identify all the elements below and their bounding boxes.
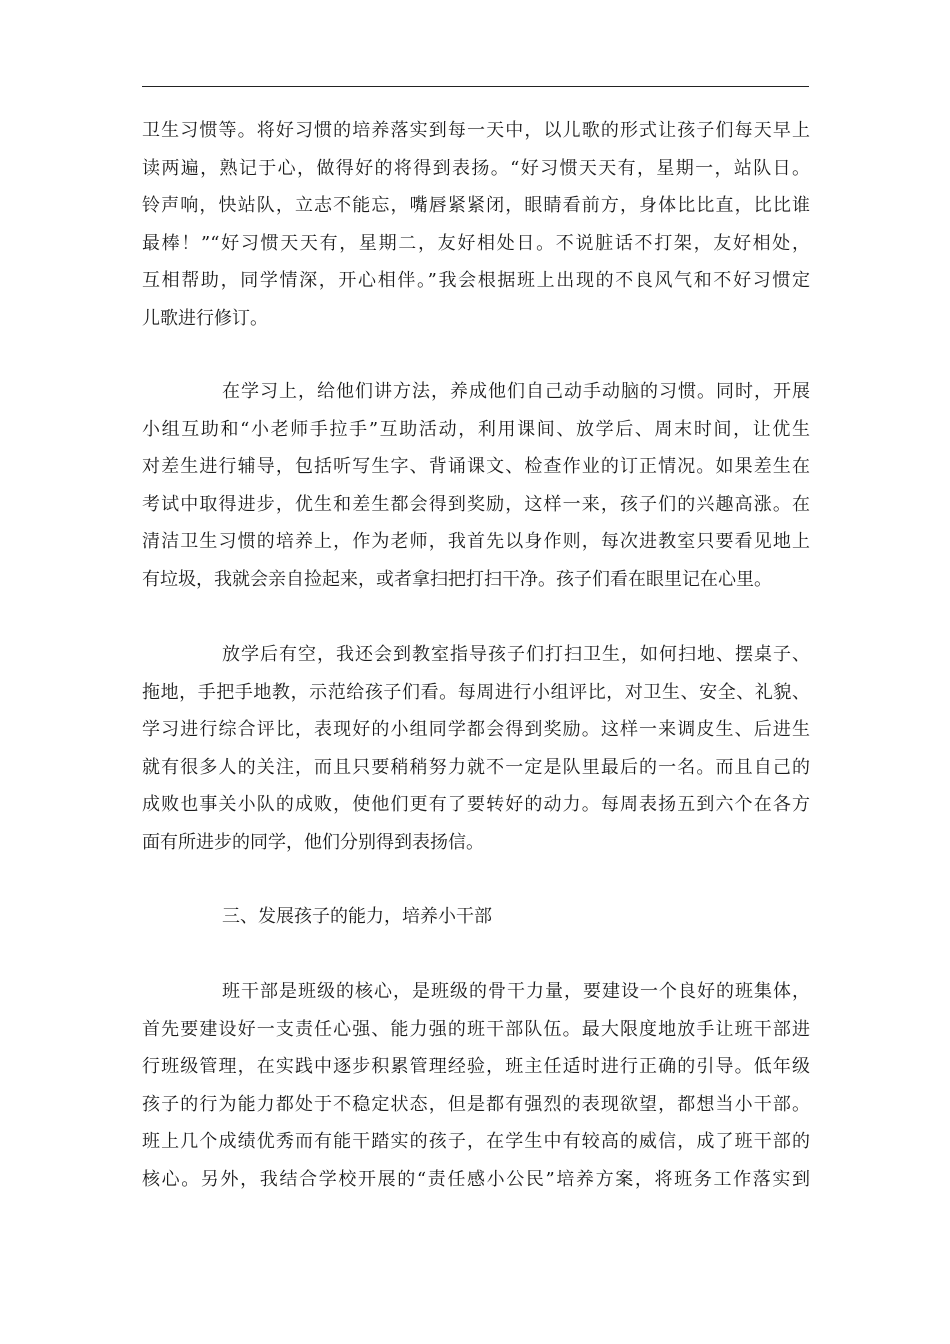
section-heading — [142, 898, 810, 936]
text-line: 儿歌进行修订。 — [142, 307, 268, 329]
text-line: 最棒！”“好习惯天天有，星期二，友好相处日。不说脏话不打架，友好相处， — [142, 232, 810, 254]
section-heading-text: 三、发展孩子的能力，培养小干部 — [222, 906, 492, 927]
text-line: 成败也事关小队的成败，使他们更有了要转好的动力。每周表扬五到六个在各方 — [142, 794, 810, 815]
paragraph-4 — [142, 973, 810, 1198]
text-line: 互相帮助，同学情深，开心相伴。”我会根据班上出现的不良风气和不好习惯定 — [142, 270, 810, 291]
text-line: 班上几个成绩优秀而有能干踏实的孩子，在学生中有较高的威信，成了班干部的 — [142, 1131, 810, 1152]
text-line: 面有所进步的同学，他们分别得到表扬信。 — [142, 831, 484, 853]
header-rule — [142, 86, 809, 87]
text-line: 考试中取得进步，优生和差生都会得到奖励，这样一来，孩子们的兴趣高涨。在 — [142, 493, 810, 515]
text-line: 学习进行综合评比，表现好的小组同学都会得到奖励。这样一来调皮生、后进生 — [142, 719, 810, 740]
text-line: 有垃圾，我就会亲自捡起来，或者拿扫把打扫干净。孩子们看在眼里记在心里。 — [142, 568, 772, 590]
text-line: 孩子的行为能力都处于不稳定状态，但是都有强烈的表现欲望，都想当小干部。 — [142, 1093, 810, 1115]
paragraph-3 — [142, 636, 810, 861]
text-line: 班干部是班级的核心，是班级的骨干力量，要建设一个良好的班集体， — [222, 981, 810, 1002]
text-line: 首先要建设好一支责任心强、能力强的班干部队伍。最大限度地放手让班干部进 — [142, 1018, 810, 1040]
text-line: 小组互助和“小老师手拉手”互助活动，利用课间、放学后、周末时间，让优生 — [142, 418, 810, 440]
paragraph-1 — [142, 112, 810, 337]
text-line: 清洁卫生习惯的培养上，作为老师，我首先以身作则，每次进教室只要看见地上 — [142, 531, 810, 552]
text-line: 铃声响，快站队，立志不能忘，嘴唇紧紧闭，眼睛看前方，身体比比直，比比谁 — [142, 195, 810, 216]
text-line: 拖地，手把手地教，示范给孩子们看。每周进行小组评比，对卫生、安全、礼貌、 — [142, 681, 810, 703]
text-line: 放学后有空，我还会到教室指导孩子们打扫卫生，如何扫地、摆桌子、 — [222, 644, 810, 665]
paragraph-2 — [142, 373, 810, 598]
text-line: 对差生进行辅导，包括听写生字、背诵课文、检查作业的订正情况。如果差生在 — [142, 456, 810, 477]
text-line: 在学习上，给他们讲方法，养成他们自己动手动脑的习惯。同时，开展 — [222, 381, 810, 402]
text-line: 行班级管理，在实践中逐步积累管理经验，班主任适时进行正确的引导。低年级 — [142, 1056, 810, 1077]
text-line: 就有很多人的关注，而且只要稍稍努力就不一定是队里最后的一名。而且自己的 — [142, 756, 810, 778]
text-line: 读两遍，熟记于心，做得好的将得到表扬。“好习惯天天有，星期一，站队日。 — [142, 157, 810, 179]
text-line: 核心。另外，我结合学校开展的“责任感小公民”培养方案，将班务工作落实到 — [142, 1168, 810, 1190]
text-line: 卫生习惯等。将好习惯的培养落实到每一天中，以儿歌的形式让孩子们每天早上 — [142, 120, 810, 141]
